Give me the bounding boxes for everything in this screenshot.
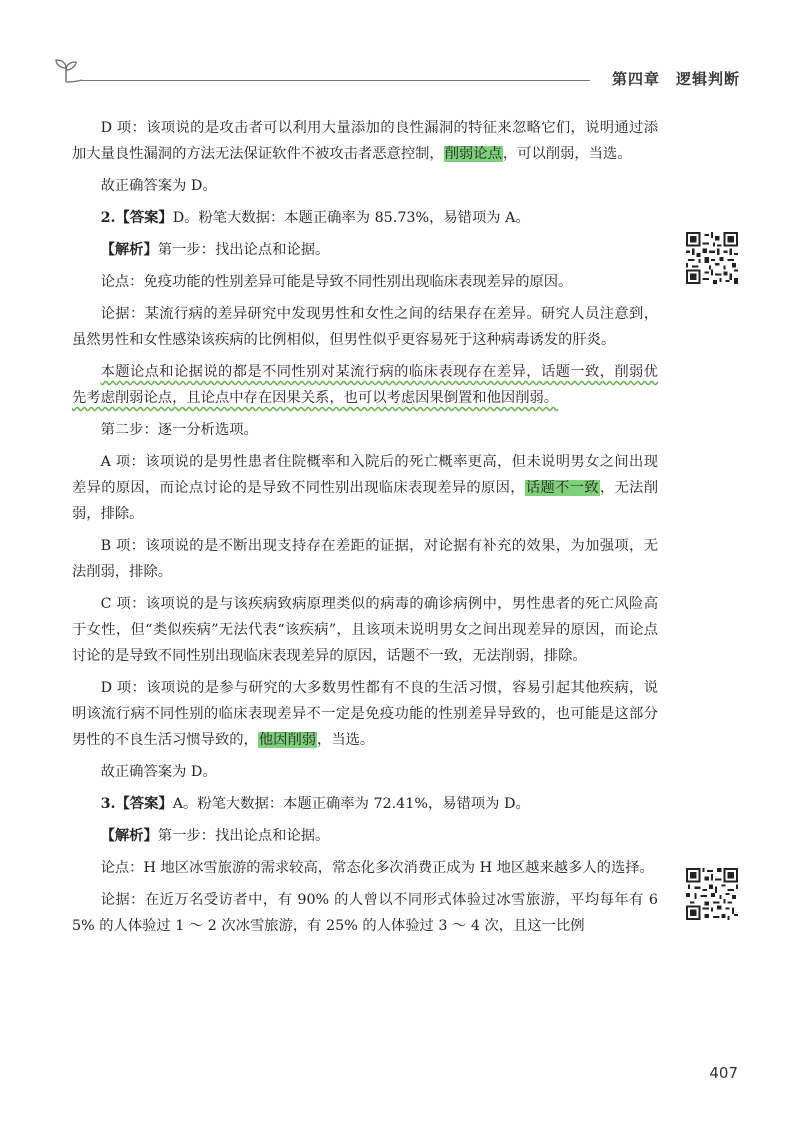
text: 第一步：找出论点和论据。 xyxy=(157,828,330,844)
highlight-other-cause: 他因削弱 xyxy=(258,732,317,748)
text: A 项：该项说的是男性患者住院概率和入院后的死亡概率更高，但未说明男女之间出现差异的原因，而论点讨论的是导致不同性别出现临床表现差异的原因， xyxy=(72,454,658,496)
analysis-label: 【解析】 xyxy=(100,242,158,258)
paragraph-answer-q2 xyxy=(72,205,658,231)
paragraph-option-d-q2 xyxy=(72,675,658,753)
paragraph-option-b-q2: B 项：该项说的是不断出现支持存在差距的证据，对论据有补充的效果，为加强项，无法削弱，排除。 xyxy=(72,538,658,580)
text: D 项：该项说的是参与研究的大多数男性都有不良的生活习惯，容易引起其他疾病，说明该流行病不同性别的临床表现差异不一定是免疫功能的性别差异导致的，也可能是这部分男性的不良生活习惯导致的， xyxy=(72,680,658,748)
paragraph-step2-q2: 第二步：逐一分析选项。 xyxy=(100,422,258,438)
paragraph-evidence-q2: 论据：某流行病的差异研究中发现男性和女性之间的结果存在差异。研究人员注意到，虽然男性和女性感染该疾病的比例相似，但男性似乎更容易死于这种病毒诱发的肝炎。 xyxy=(72,306,658,348)
paragraph-answer-q1: 故正确答案为 D。 xyxy=(100,178,217,194)
text: D。粉笔大数据：本题正确率为 85.73%，易错项为 A。 xyxy=(172,210,530,226)
highlight-weaken-argument: 削弱论点 xyxy=(444,146,502,162)
text: D 项：该项说的是攻击者可以利用大量添加的良性漏洞的特征来忽略它们，说明通过添加大量良性漏洞的方法无法保证软件不被攻击者恶意控制， xyxy=(72,120,658,162)
highlight-topic-mismatch: 话题不一致 xyxy=(525,480,599,496)
analysis-label: 【解析】 xyxy=(100,828,158,844)
qr-code-icon[interactable] xyxy=(686,868,738,920)
answer-label: 3.【答案】 xyxy=(100,796,173,812)
paragraph-option-c-q2: C 项：该项说的是与该疾病致病原理类似的病毒的确诊病例中，男性患者的死亡风险高于女性，但“类似疾病”无法代表“该疾病”，且该项未说明男女之间出现差异的原因，而论点讨论的是导致不同性别出现临床表现差异的原因，话题不一致，无法削弱，排除。 xyxy=(72,596,658,664)
text: 第一步：找出论点和论据。 xyxy=(157,242,330,258)
text: A。粉笔大数据：本题正确率为 72.41%，易错项为 D。 xyxy=(172,796,530,812)
answer-label: 2.【答案】 xyxy=(100,210,173,226)
paragraph-argument-q3: 论点：H 地区冰雪旅游的需求较高，常态化多次消费正成为 H 地区越来越多人的选择。 xyxy=(100,860,654,876)
header-rule xyxy=(80,80,590,81)
page-number: 407 xyxy=(709,1064,738,1082)
paragraph-option-a-q2 xyxy=(72,449,658,527)
text: ，可以削弱，当选。 xyxy=(502,146,632,162)
qr-code-icon[interactable] xyxy=(686,232,738,284)
paragraph-answer-q2-final: 故正确答案为 D。 xyxy=(100,764,217,780)
chapter-title: 第四章 逻辑判断 xyxy=(611,70,740,88)
wavy-underlined-text: 本题论点和论据说的都是不同性别对某流行病的临床表现存在差异，话题一致，削弱优先考虑削弱论点，且论点中存在因果关系，也可以考虑因果倒置和他因削弱。 xyxy=(72,364,658,406)
sprout-icon xyxy=(52,56,82,86)
page-content xyxy=(72,115,658,945)
paragraph-evidence-q3: 论据：在近万名受访者中，有 90% 的人曾以不同形式体验过冰雪旅游，平均每年有 65% 的人体验过 1 ～ 2 次冰雪旅游，有 25% 的人体验过 3 ～ 4 次，且这一比例 xyxy=(72,892,658,934)
paragraph-option-d-q1 xyxy=(72,115,658,167)
paragraph-analysis-q2 xyxy=(72,237,658,263)
page-header xyxy=(52,56,740,96)
paragraph-argument-q2: 论点：免疫功能的性别差异可能是导致不同性别出现临床表现差异的原因。 xyxy=(100,274,573,290)
paragraph-summary-q2 xyxy=(72,359,658,411)
text: ，当选。 xyxy=(317,732,375,748)
paragraph-analysis-q3 xyxy=(72,823,658,849)
text: ，无法削弱，排除。 xyxy=(72,480,659,522)
paragraph-answer-q3 xyxy=(72,791,658,817)
